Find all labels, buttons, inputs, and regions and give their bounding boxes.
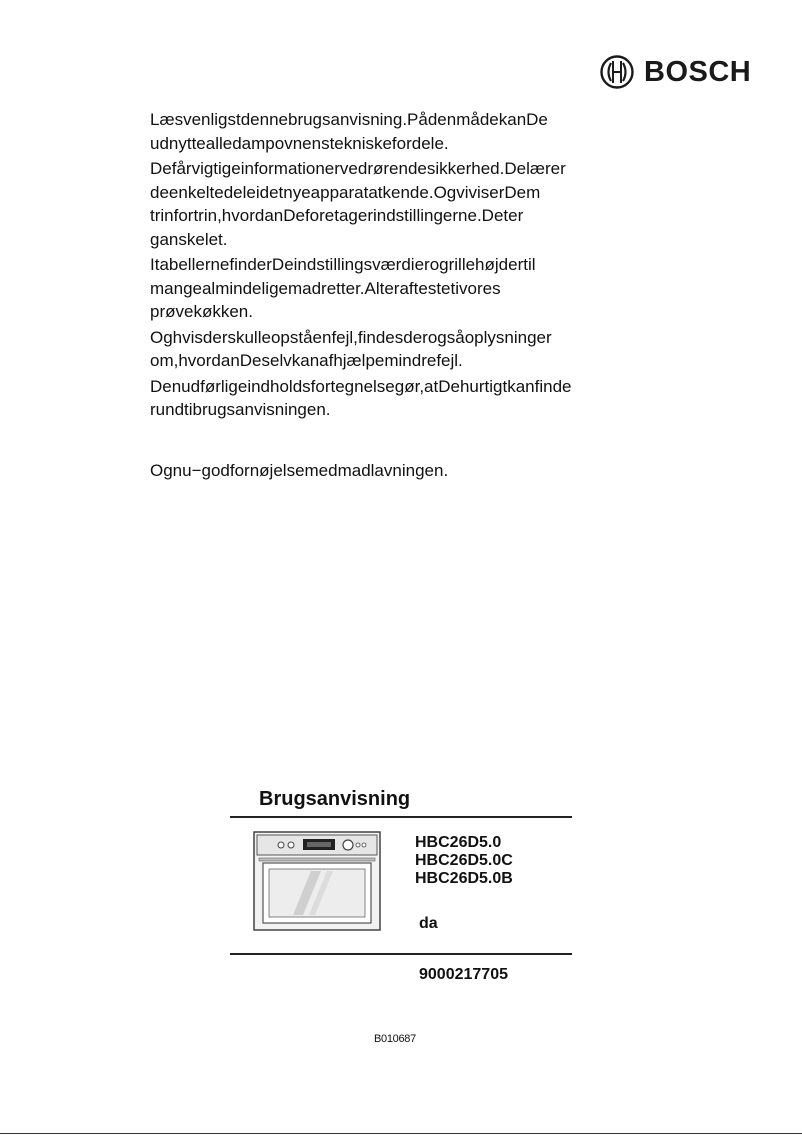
closing-line: Ognu−godfornøjelsemedmadlavningen. [150,461,449,480]
text-line: Denudførligeindholdsfortegnelsegør,atDehurtigtkanfinde [150,376,572,396]
model-list [415,834,513,888]
model-number: HBC26D5.0 [415,834,502,851]
intro-paragraph [150,326,620,373]
document-number: 9000217705 [419,966,508,983]
text-line: Læsvenligstdennebrugsanvisning.PådenmådekanDe [150,110,548,129]
intro-paragraph [150,157,620,251]
divider-bottom [230,953,572,955]
model-number: HBC26D5.0C [415,852,513,869]
text-line: om,hvordanDeselvkanafhjælpemindrefejl. [150,351,463,370]
intro-text [150,108,620,424]
model-number: HBC26D5.0B [415,870,513,887]
bosch-armature-icon [600,55,634,89]
language-code: da [419,915,438,932]
intro-paragraph [150,108,620,155]
brand-logo [600,52,751,92]
brand-name: BOSCH [644,55,752,88]
text-line: prøvekøkken. [150,302,253,321]
page-bottom-rule [0,1133,802,1134]
text-line: Defårvigtigeinformationervedrørendesikkerhed.Delærer [150,159,566,178]
text-line: Oghvisderskulleopståenfejl,findesderogsåoplysninger [150,327,552,347]
text-line: ganskelet. [150,229,228,249]
text-line: deenkeltedeleidetnyeapparatatkende.OgviviserDem [150,182,541,202]
text-line: mangealmindeligemadretter.Alteraftestetivores [150,278,501,298]
manual-title: Brugsanvisning [259,788,411,810]
divider-top [230,816,572,818]
text-line: udnyttealledampovnenstekniskefordele. [150,133,449,153]
image-code: B010687 [374,1033,416,1045]
text-line: trinfortrin,hvordanDeforetagerindstillingerne.Deter [150,206,524,225]
text-line: rundtibrugsanvisningen. [150,400,331,419]
intro-paragraph [150,253,620,324]
intro-paragraph [150,375,620,422]
text-line: ItabellernefinderDeindstillingsværdierogrillehøjdertil [150,255,536,274]
oven-illustration [253,831,381,931]
